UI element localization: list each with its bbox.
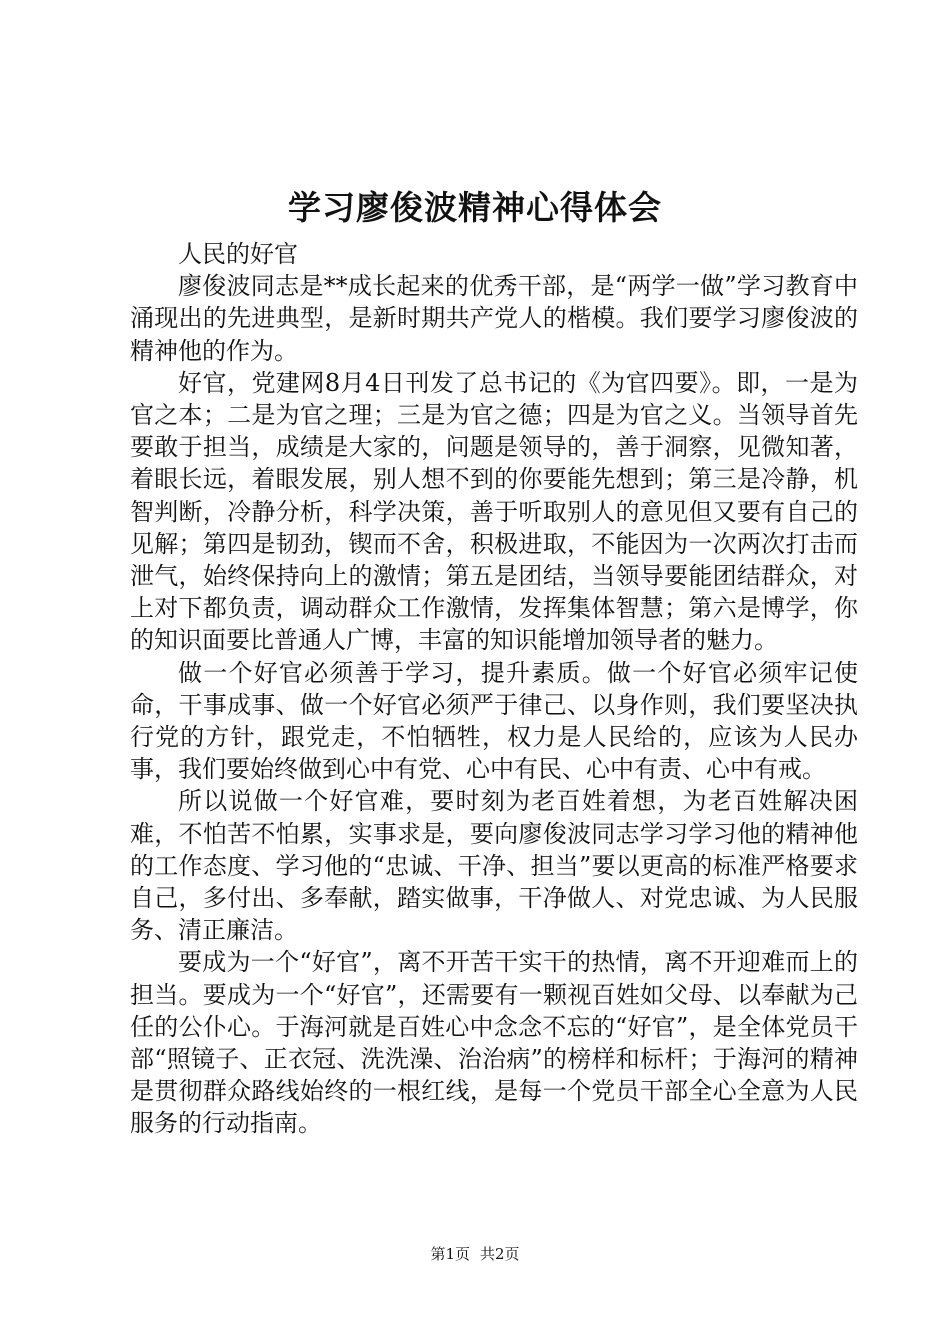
- document-title: 学习廖俊波精神心得体会: [288, 188, 662, 227]
- paragraph-subtitle: 人民的好官: [178, 240, 298, 268]
- paragraph: 要成为一个“好官”，离不开苦干实干的热情，离不开迎难而上的担当。要成为一个“好官”，还需要有一颗视百姓如父母、以奉献为己任的公仆心。于海河就是百姓心中念念不忘的“好官”，是全体党员干部“照镜子、正衣冠、洗洗澡、治治病”的榜样和标杆；于海河的精神是贯彻群众路线始终的一根红线，是每一个党员干部全心全意为人民服务的行动指南。: [130, 948, 858, 1138]
- paragraph: 好官，党建网8月4日刊发了总书记的《为官四要》。即，一是为官之本；二是为官之理；三是为官之德；四是为官之义。当领导首先要敢于担当，成绩是大家的，问题是领导的，善于洞察，见微知著，着眼长远，着眼发展，别人想不到的你要能先想到；第三是冷静，机智判断，冷静分析，科学决策，善于听取别人的意见但又要有自己的见解；第四是韧劲，锲而不舍，积极进取，不能因为一次两次打击而泄气，始终保持向上的激情；第五是团结，当领导要能团结群众，对上对下都负责，调动群众工作激情，发挥集体智慧；第六是博学，你的知识面要比普通人广博，丰富的知识能增加领导者的魅力。: [130, 368, 858, 655]
- paragraph: 廖俊波同志是**成长起来的优秀干部，是“两学一做”学习教育中涌现出的先进典型，是新时期共产党人的楷模。我们要学习廖俊波的精神他的作为。: [130, 272, 858, 365]
- paragraph: 所以说做一个好官难，要时刻为老百姓着想，为老百姓解决困难，不怕苦不怕累，实事求是，要向廖俊波同志学习学习他的精神他的工作态度、学习他的“忠诚、干净、担当”要以更高的标准严格要求自己，多付出、多奉献，踏实做事，干净做人、对党忠诚、为人民服务、清正廉洁。: [130, 787, 858, 945]
- page-footer: [0, 1244, 950, 1264]
- paragraph: 做一个好官必须善于学习，提升素质。做一个好官必须牢记使命，干事成事、做一个好官必须严于律己、以身作则，我们要坚决执行党的方针，跟党走，不怕牺牲，权力是人民给的，应该为人民办事，我们要始终做到心中有党、心中有民、心中有责、心中有戒。: [130, 658, 858, 784]
- document-body: [130, 238, 858, 1140]
- page-number: 第1页: [430, 1245, 470, 1263]
- page-total: 共2页: [480, 1245, 520, 1263]
